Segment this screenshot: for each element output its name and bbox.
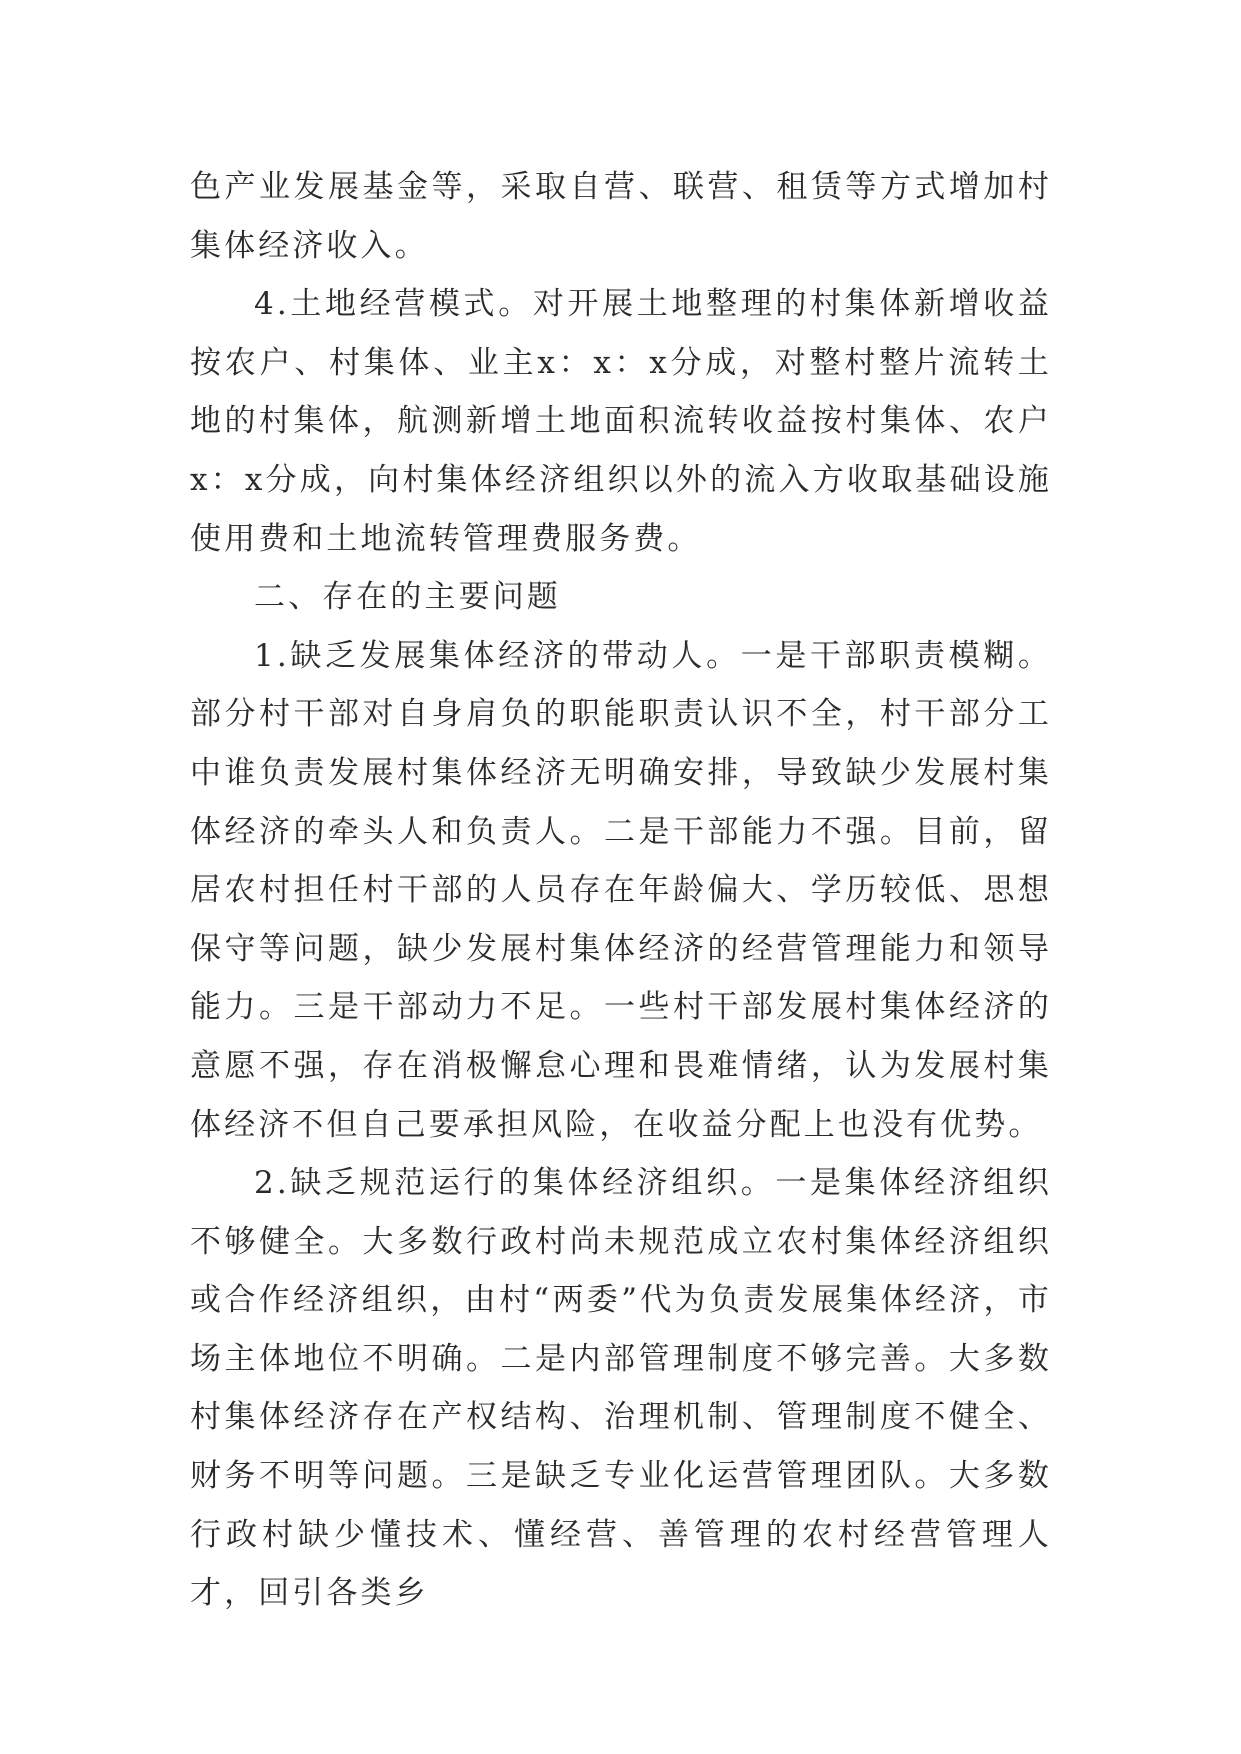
document-body	[190, 158, 1052, 1623]
paragraph-problem-2: 2.缺乏规范运行的集体经济组织。一是集体经济组织不够健全。大多数行政村尚未规范成立农村集体经济组织或合作经济组织，由村“两委”代为负责发展集体经济，市场主体地位不明确。二是内部管理制度不够完善。大多数村集体经济存在产权结构、治理机制、管理制度不健全、财务不明等问题。三是缺乏专业化运营管理团队。大多数行政村缺少懂技术、懂经营、善管理的农村经营管理人才，回引各类乡	[190, 1165, 1052, 1612]
section-heading: 二、存在的主要问题	[254, 579, 561, 616]
paragraph-continued: 色产业发展基金等，采取自营、联营、租赁等方式增加村集体经济收入。	[190, 169, 1052, 264]
paragraph-problem-1: 1.缺乏发展集体经济的带动人。一是干部职责模糊。部分村干部对自身肩负的职能职责认识不全，村干部分工中谁负责发展村集体经济无明确安排，导致缺少发展村集体经济的牵头人和负责人。二是干部能力不强。目前，留居农村担任村干部的人员存在年龄偏大、学历较低、思想保守等问题，缺少发展村集体经济的经营管理能力和领导能力。三是干部动力不足。一些村干部发展村集体经济的意愿不强，存在消极懈怠心理和畏难情绪，认为发展村集体经济不但自己要承担风险，在收益分配上也没有优势。	[190, 637, 1052, 1143]
paragraph-land-model: 4.土地经营模式。对开展土地整理的村集体新增收益按农户、村集体、业主x：x：x分成，对整村整片流转土地的村集体，航测新增土地面积流转收益按村集体、农户x：x分成，向村集体经济组织以外的流入方收取基础设施使用费和土地流转管理费服务费。	[190, 286, 1052, 557]
